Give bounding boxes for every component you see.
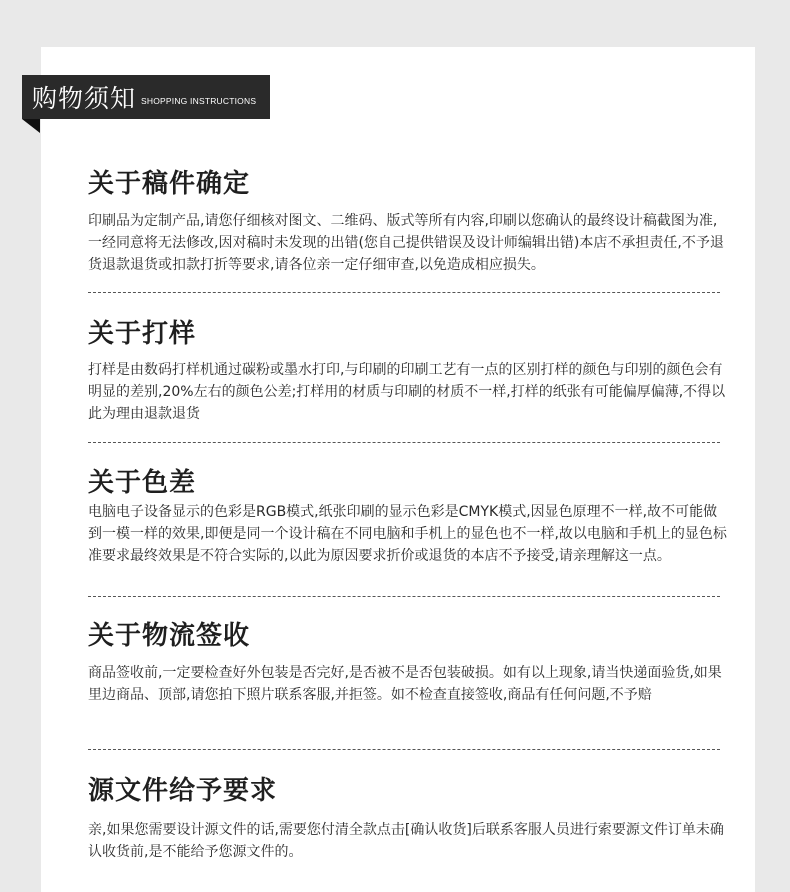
section-proofing [88,313,728,425]
section-logistics-signing [88,615,728,706]
section-title: 关于物流签收 [88,621,251,651]
banner-title: 购物须知 [32,84,137,113]
section-manuscript-confirmation [88,163,728,276]
section-body: 商品签收前,一定要检查好外包装是否完好,是否被不是否包装破损。如有以上现象,请当快递面验货,如果里边商品、顶部,请您拍下照片联系客服,并拒签。如不检查直接签收,商品有任何问题,不予赔 [88,665,722,703]
section-body: 电脑电子设备显示的色彩是RGB模式,纸张印刷的显示色彩是CMYK模式,因显色原理不一样,故不可能做到一模一样的效果,即便是同一个设计稿在不同电脑和手机上的显色也不一样,故以电脑和手机上的显色标准要求最终效果是不符合实际的,以此为原因要求折价或退货的本店不予接受,请亲理解这一点。 [88,504,727,564]
section-body: 印刷品为定制产品,请您仔细核对图文、二维码、版式等所有内容,印刷以您确认的最终设计稿截图为准,一经同意将无法修改,因对稿时未发现的出错(您自己提供错误及设计师编辑出错)本店不承担责任,不予退货退款退货或扣款打折等要求,请各位亲一定仔细审查,以免造成相应损失。 [88,213,724,273]
section-divider [88,596,720,597]
section-title: 关于色差 [88,468,197,498]
section-source-file [88,770,728,863]
section-color-difference [88,462,728,567]
section-title: 关于打样 [88,319,197,349]
section-body: 亲,如果您需要设计源文件的话,需要您付清全款点击[确认收货]后联系客服人员进行索要源文件订单未确认收货前,是不能给予您源文件的。 [88,822,724,860]
section-divider [88,292,720,293]
shopping-instructions-banner [22,75,270,119]
section-body: 打样是由数码打样机通过碳粉或墨水打印,与印刷的印刷工艺有一点的区别打样的颜色与印别的颜色会有明显的差别,20%左右的颜色公差;打样用的材质与印刷的材质不一样,打样的纸张有可能偏厚偏薄,不得以此为理由退款退货 [88,362,726,422]
section-title: 关于稿件确定 [88,169,251,199]
section-divider [88,442,720,443]
section-divider [88,749,720,750]
banner-fold-decoration [22,119,40,133]
section-title: 源文件给予要求 [88,776,278,806]
banner-subtitle: SHOPPING INSTRUCTIONS [141,96,257,106]
